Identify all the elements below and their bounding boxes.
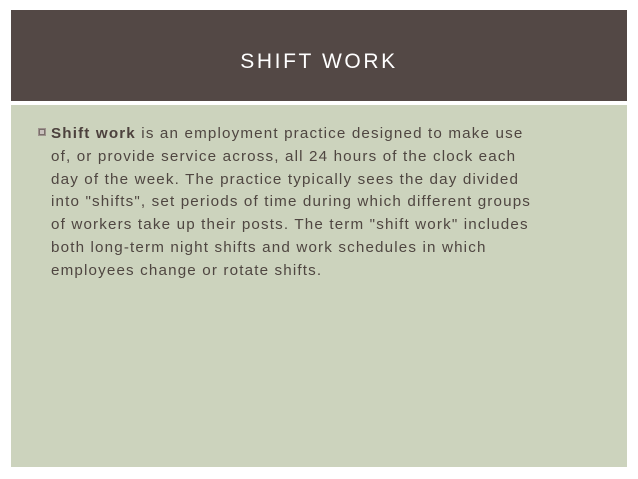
slide-title: SHIFT WORK (240, 50, 398, 73)
bullet-line-5: of workers take up their posts. The term "shift work" includes (51, 216, 529, 234)
title-bar (11, 10, 627, 101)
bullet-line-1-rest: is an employment practice designed to make use (135, 125, 524, 142)
content-area (11, 105, 627, 467)
bullet-line-1 (51, 123, 611, 146)
bullet-line-6: both long-term night shifts and work schedules in which (51, 238, 487, 256)
bullet-line-7: employees change or rotate shifts. (51, 261, 323, 279)
bullet-line-2: of, or provide service across, all 24 hours of the clock each (51, 147, 517, 165)
bullet-line-3: day of the week. The practice typically sees the day divided (51, 170, 520, 188)
square-bullet-icon (38, 128, 46, 136)
bullet-line-4: into "shifts", set periods of time during which different groups (51, 193, 532, 211)
bullet-text (51, 123, 611, 283)
bullet-bold-lead: Shift work (51, 125, 136, 142)
